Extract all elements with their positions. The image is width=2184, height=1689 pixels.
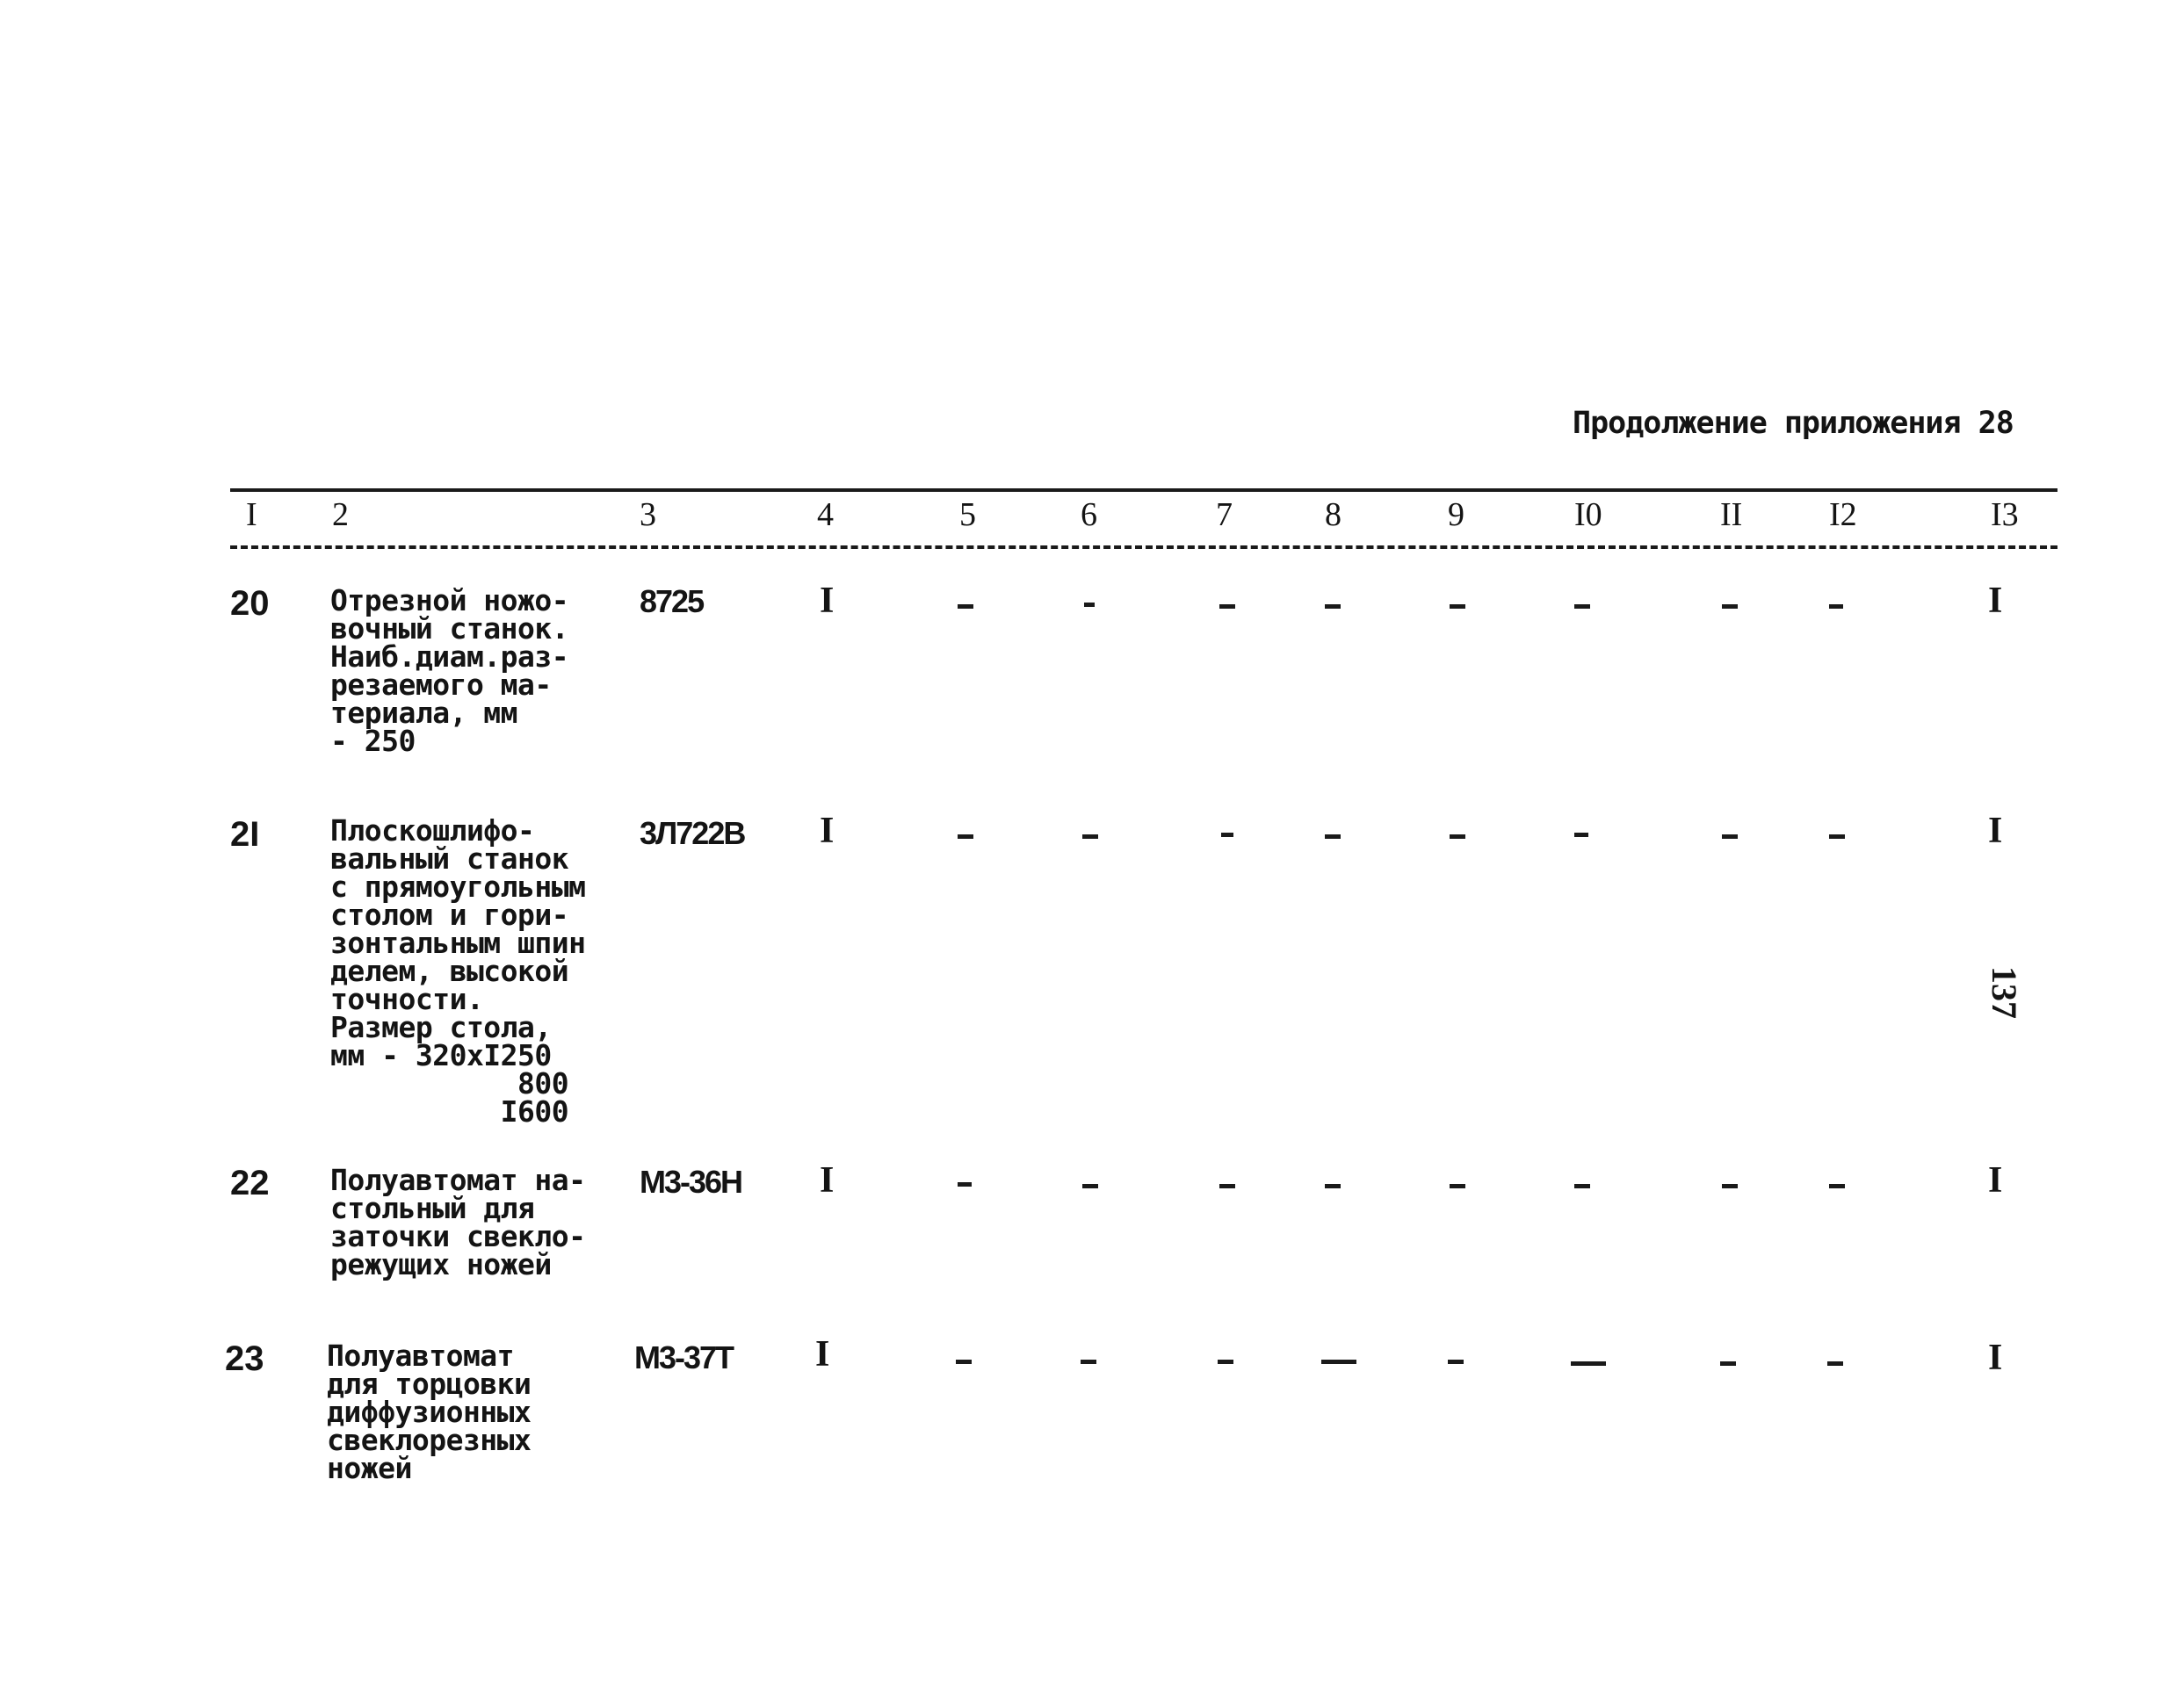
row-col13-value: I: [1988, 1338, 2003, 1378]
empty-dash: [1829, 834, 1845, 839]
empty-dash: [1829, 1184, 1845, 1188]
header-col-10: I0: [1574, 496, 1602, 533]
empty-dash: [1084, 603, 1095, 607]
empty-dash: [1219, 604, 1235, 609]
row-model: 8725: [640, 583, 704, 619]
page-number: 137: [1985, 966, 2024, 1019]
row-description: Полуавтомат для торцовки диффузионных свеклорезных ножей: [327, 1339, 532, 1485]
empty-dash: [1325, 1184, 1341, 1188]
row-col4-value: I: [815, 1334, 830, 1375]
header-col-9: 9: [1448, 496, 1464, 533]
header-col-11: II: [1720, 496, 1743, 533]
header-col-3: 3: [640, 496, 656, 533]
header-col-4: 4: [817, 496, 834, 533]
empty-dash: [1218, 1360, 1233, 1364]
row-model: 3Л722В: [640, 815, 745, 851]
empty-dash: [1450, 834, 1465, 839]
row-number: 22: [230, 1164, 270, 1202]
empty-dash: [1325, 834, 1341, 839]
header-col-8: 8: [1325, 496, 1341, 533]
header-col-2: 2: [332, 496, 349, 533]
empty-dash: [1448, 1360, 1464, 1364]
empty-dash: [1722, 604, 1738, 609]
header-col-1: I: [246, 496, 257, 533]
empty-dash: [956, 1360, 972, 1364]
empty-dash: [958, 834, 973, 839]
table-caption: Продолжение приложения 28: [1573, 406, 2014, 441]
row-col4-value: I: [820, 811, 835, 851]
empty-dash: [1081, 1360, 1096, 1364]
empty-dash: [1722, 834, 1738, 839]
row-number: 20: [230, 584, 270, 623]
empty-dash: [958, 604, 973, 609]
empty-dash: [1221, 833, 1233, 837]
empty-dash: [1325, 604, 1341, 609]
row-model: М3-36Н: [640, 1164, 742, 1200]
row-col13-value: I: [1988, 581, 2003, 621]
row-col13-value: I: [1988, 811, 2003, 851]
empty-dash: [1829, 604, 1843, 609]
empty-dash: [1450, 604, 1465, 609]
row-description: Плоскошлифо- вальный станок с прямоугольным столом и гори- зонтальным шпин делем, высокой точности. Размер стола, мм - 320хI250 800 I600: [330, 813, 586, 1129]
header-col-5: 5: [959, 496, 976, 533]
empty-dash: [1720, 1361, 1736, 1366]
row-col4-value: I: [820, 1160, 835, 1201]
empty-dash: [1082, 1184, 1098, 1188]
row-number: 2I: [230, 815, 260, 854]
row-description: Полуавтомат на- стольный для заточки свекло- режущих ножей: [330, 1163, 586, 1281]
row-number: 23: [225, 1339, 264, 1378]
empty-dash: [1827, 1361, 1843, 1366]
row-col4-value: I: [820, 581, 835, 621]
empty-dash: [1571, 1361, 1606, 1366]
empty-dash: [1574, 1184, 1590, 1188]
row-model: М3-37Т: [634, 1339, 734, 1375]
row-col13-value: I: [1988, 1160, 2003, 1201]
empty-dash: [1722, 1184, 1738, 1188]
header-col-13: I3: [1991, 496, 2019, 533]
header-col-12: I2: [1829, 496, 1857, 533]
header-col-7: 7: [1216, 496, 1233, 533]
empty-dash: [1574, 833, 1588, 837]
empty-dash: [1321, 1360, 1356, 1364]
empty-dash: [958, 1182, 972, 1187]
header-col-6: 6: [1081, 496, 1097, 533]
row-description: Отрезной ножо- вочный станок. Наиб.диам.раз- резаемого ма- териала, мм - 250: [330, 583, 569, 758]
empty-dash: [1450, 1184, 1465, 1188]
table-top-rule: [230, 488, 2057, 492]
table-header-rule: [230, 545, 2057, 549]
empty-dash: [1219, 1184, 1235, 1188]
empty-dash: [1082, 834, 1098, 839]
empty-dash: [1574, 604, 1590, 609]
